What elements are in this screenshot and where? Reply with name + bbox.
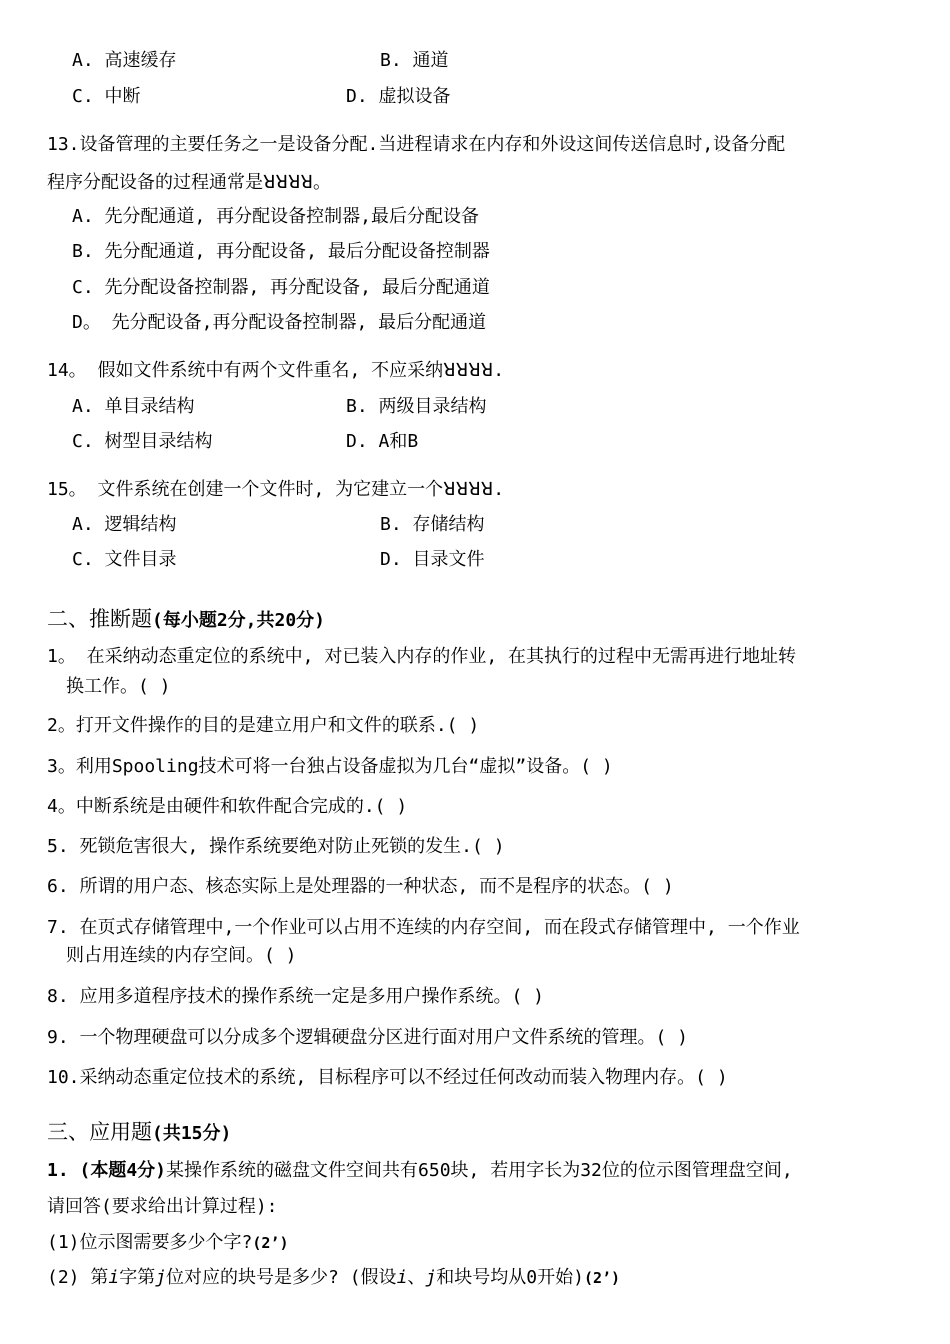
q14-option-d: D. A和B xyxy=(346,431,419,452)
app-q1-sub1 xyxy=(47,1232,288,1254)
section2-note: (每小题2分,共20分) xyxy=(152,610,326,631)
sub2-text-b: 字第 xyxy=(119,1267,156,1288)
section3-heading xyxy=(47,1121,231,1145)
judge-item-7-cont: 则占用连续的内存空间。( ) xyxy=(66,945,297,966)
app-q1-label: 1. (本题4分) xyxy=(47,1160,167,1181)
q14-option-a: A. 单目录结构 xyxy=(72,396,195,417)
judge-item-1-cont: 换工作。( ) xyxy=(66,676,171,697)
sub2-score: (2’) xyxy=(583,1269,621,1287)
q14-option-c: C. 树型目录结构 xyxy=(72,431,213,452)
section2-title: 二、推断题 xyxy=(47,607,152,631)
sub2-var-j: j xyxy=(155,1267,167,1288)
app-q1-text: 某操作系统的磁盘文件空间共有650块, 若用字长为32位的位示图管理盘空间, xyxy=(166,1160,793,1181)
q13-option-b: B. 先分配通道, 再分配设备, 最后分配设备控制器 xyxy=(72,241,490,262)
sub2-text-c: 位对应的块号是多少? (假设 xyxy=(166,1267,397,1288)
sub2-text-d: 、 xyxy=(407,1267,426,1288)
app-q1-sub2 xyxy=(47,1267,620,1289)
sub2-text-e: 和块号均从0开始) xyxy=(436,1267,584,1288)
sub1-score: (2’) xyxy=(252,1234,289,1252)
sub2-var-i: i xyxy=(108,1267,120,1288)
app-q1-line1 xyxy=(47,1160,793,1182)
judge-item-5: 5. 死锁危害很大, 操作系统要绝对防止死锁的发生.( ) xyxy=(47,836,505,857)
sub2-var-i2: i xyxy=(396,1267,408,1288)
judge-item-10: 10.采纳动态重定位技术的系统, 目标程序可以不经过任何改动而装入物理内存。( ) xyxy=(47,1067,728,1088)
judge-item-1: 1。 在采纳动态重定位的系统中, 对已装入内存的作业, 在其执行的过程中无需再进行地址转 xyxy=(47,646,797,667)
sub2-var-j2: j xyxy=(425,1267,437,1288)
sub2-text-a: (2) 第 xyxy=(47,1267,109,1288)
q12-option-c: C. 中断 xyxy=(72,86,141,107)
section2-heading xyxy=(47,608,325,632)
app-q1-line2: 请回答(要求给出计算过程): xyxy=(47,1196,278,1217)
q13-stem-line2: 程序分配设备的过程通常是ꓤꓤꓤꓤ。 xyxy=(47,172,332,193)
q13-stem-line1: 13.设备管理的主要任务之一是设备分配.当进程请求在内存和外设这间传送信息时,设备分配 xyxy=(47,134,786,155)
q15-option-d: D. 目录文件 xyxy=(380,549,485,570)
judge-item-4: 4。中断系统是由硬件和软件配合完成的.( ) xyxy=(47,796,408,817)
section3-title: 三、应用题 xyxy=(47,1120,152,1144)
q15-stem: 15。 文件系统在创建一个文件时, 为它建立一个ꓤꓤꓤꓤ. xyxy=(47,479,505,500)
q13-option-a: A. 先分配通道, 再分配设备控制器,最后分配设备 xyxy=(72,206,480,227)
q12-option-d: D. 虚拟设备 xyxy=(346,86,451,107)
judge-item-8: 8. 应用多道程序技术的操作系统一定是多用户操作系统。( ) xyxy=(47,986,545,1007)
judge-item-2: 2。打开文件操作的目的是建立用户和文件的联系.( ) xyxy=(47,715,480,736)
q13-option-d: D。 先分配设备,再分配设备控制器, 最后分配通道 xyxy=(72,312,487,333)
q15-option-b: B. 存储结构 xyxy=(380,514,485,535)
q14-option-b: B. 两级目录结构 xyxy=(346,396,487,417)
q14-stem: 14。 假如文件系统中有两个文件重名, 不应采纳ꓤꓤꓤꓤ. xyxy=(47,360,505,381)
q12-option-a: A. 高速缓存 xyxy=(72,50,177,71)
sub1-text: (1)位示图需要多少个字? xyxy=(47,1232,253,1253)
q15-option-a: A. 逻辑结构 xyxy=(72,514,177,535)
q12-option-b: B. 通道 xyxy=(380,50,449,71)
judge-item-6: 6. 所谓的用户态、核态实际上是处理器的一种状态, 而不是程序的状态。( ) xyxy=(47,876,674,897)
judge-item-9: 9. 一个物理硬盘可以分成多个逻辑硬盘分区进行面对用户文件系统的管理。( ) xyxy=(47,1027,689,1048)
q15-option-c: C. 文件目录 xyxy=(72,549,177,570)
q13-option-c: C. 先分配设备控制器, 再分配设备, 最后分配通道 xyxy=(72,277,490,298)
judge-item-7: 7. 在页式存储管理中,一个作业可以占用不连续的内存空间, 而在段式存储管理中, 一个作业 xyxy=(47,917,800,938)
judge-item-3: 3。利用Spooling技术可将一台独占设备虚拟为几台“虚拟”设备。( ) xyxy=(47,756,613,777)
section3-note: (共15分) xyxy=(152,1123,232,1144)
